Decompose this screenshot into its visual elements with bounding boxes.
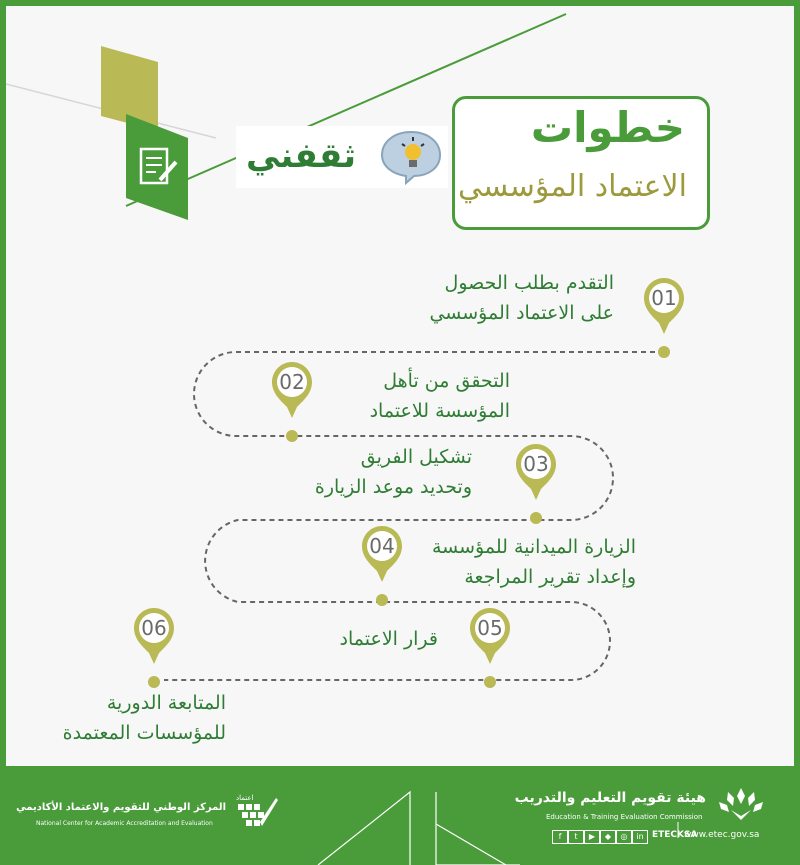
facebook-icon[interactable]: f	[552, 830, 568, 844]
linkedin-icon[interactable]: in	[632, 830, 648, 844]
step-2-dot	[286, 430, 298, 442]
etec-logo-icon	[716, 786, 766, 822]
etec-name-ar: هيئة تقويم التعليم والتدريب	[514, 790, 706, 806]
ncaaa-logo-icon	[232, 792, 280, 830]
step-5-dot	[484, 676, 496, 688]
step-3-text: تشكيل الفريق وتحديد موعد الزيارة	[314, 446, 472, 498]
step-1-dot	[658, 346, 670, 358]
page-subtitle: الاعتماد المؤسسي	[458, 169, 687, 204]
step-3-dot	[530, 512, 542, 524]
step-4-pin	[360, 524, 404, 586]
step-number: 02	[279, 370, 305, 394]
logo-container	[236, 126, 448, 188]
step-1-pin	[642, 276, 686, 338]
step-number: 05	[477, 616, 503, 640]
step-5-text: قرار الاعتماد	[339, 628, 438, 650]
lightbulb-icon	[378, 129, 444, 185]
step-2-text: التحقق من تأهل المؤسسة للاعتماد	[369, 370, 510, 422]
step-number: 01	[651, 286, 677, 310]
ncaaa-name-ar: المركز الوطني للتقويم والاعتماد الأكاديمي	[16, 802, 226, 813]
step-2-pin	[270, 360, 314, 422]
ncaaa-logo-label: اعتماد	[236, 794, 254, 802]
document-edit-icon	[138, 146, 180, 192]
title-box	[452, 96, 710, 230]
footer	[0, 766, 800, 865]
step-number: 03	[523, 452, 549, 476]
logo-name: ثقفني	[246, 136, 356, 176]
step-number: 04	[369, 534, 395, 558]
step-6-dot	[148, 676, 160, 688]
etec-name-en: Education & Training Evaluation Commission	[546, 813, 703, 821]
etec-handle[interactable]: ETECKSA	[652, 830, 698, 840]
page-title: خطوات	[530, 103, 685, 152]
youtube-icon[interactable]: ▶	[584, 830, 600, 844]
ncaaa-name-en: National Center for Academic Accreditation and Evaluation	[36, 820, 213, 827]
step-number: 06	[141, 616, 167, 640]
step-4-text: الزيارة الميدانية للمؤسسة وإعداد تقرير المراجعة	[431, 536, 636, 588]
step-5-pin	[468, 606, 512, 668]
snapchat-icon[interactable]: ◆	[600, 830, 616, 844]
etec-website[interactable]: www.etec.gov.sa	[684, 830, 760, 840]
step-6-pin	[132, 606, 176, 668]
twitter-icon[interactable]: t	[568, 830, 584, 844]
step-1-text: التقدم بطلب الحصول على الاعتماد المؤسسي	[429, 272, 614, 324]
instagram-icon[interactable]: ◎	[616, 830, 632, 844]
step-6-text: المتابعة الدورية للمؤسسات المعتمدة	[62, 692, 226, 744]
step-4-dot	[376, 594, 388, 606]
step-3-pin	[514, 442, 558, 504]
